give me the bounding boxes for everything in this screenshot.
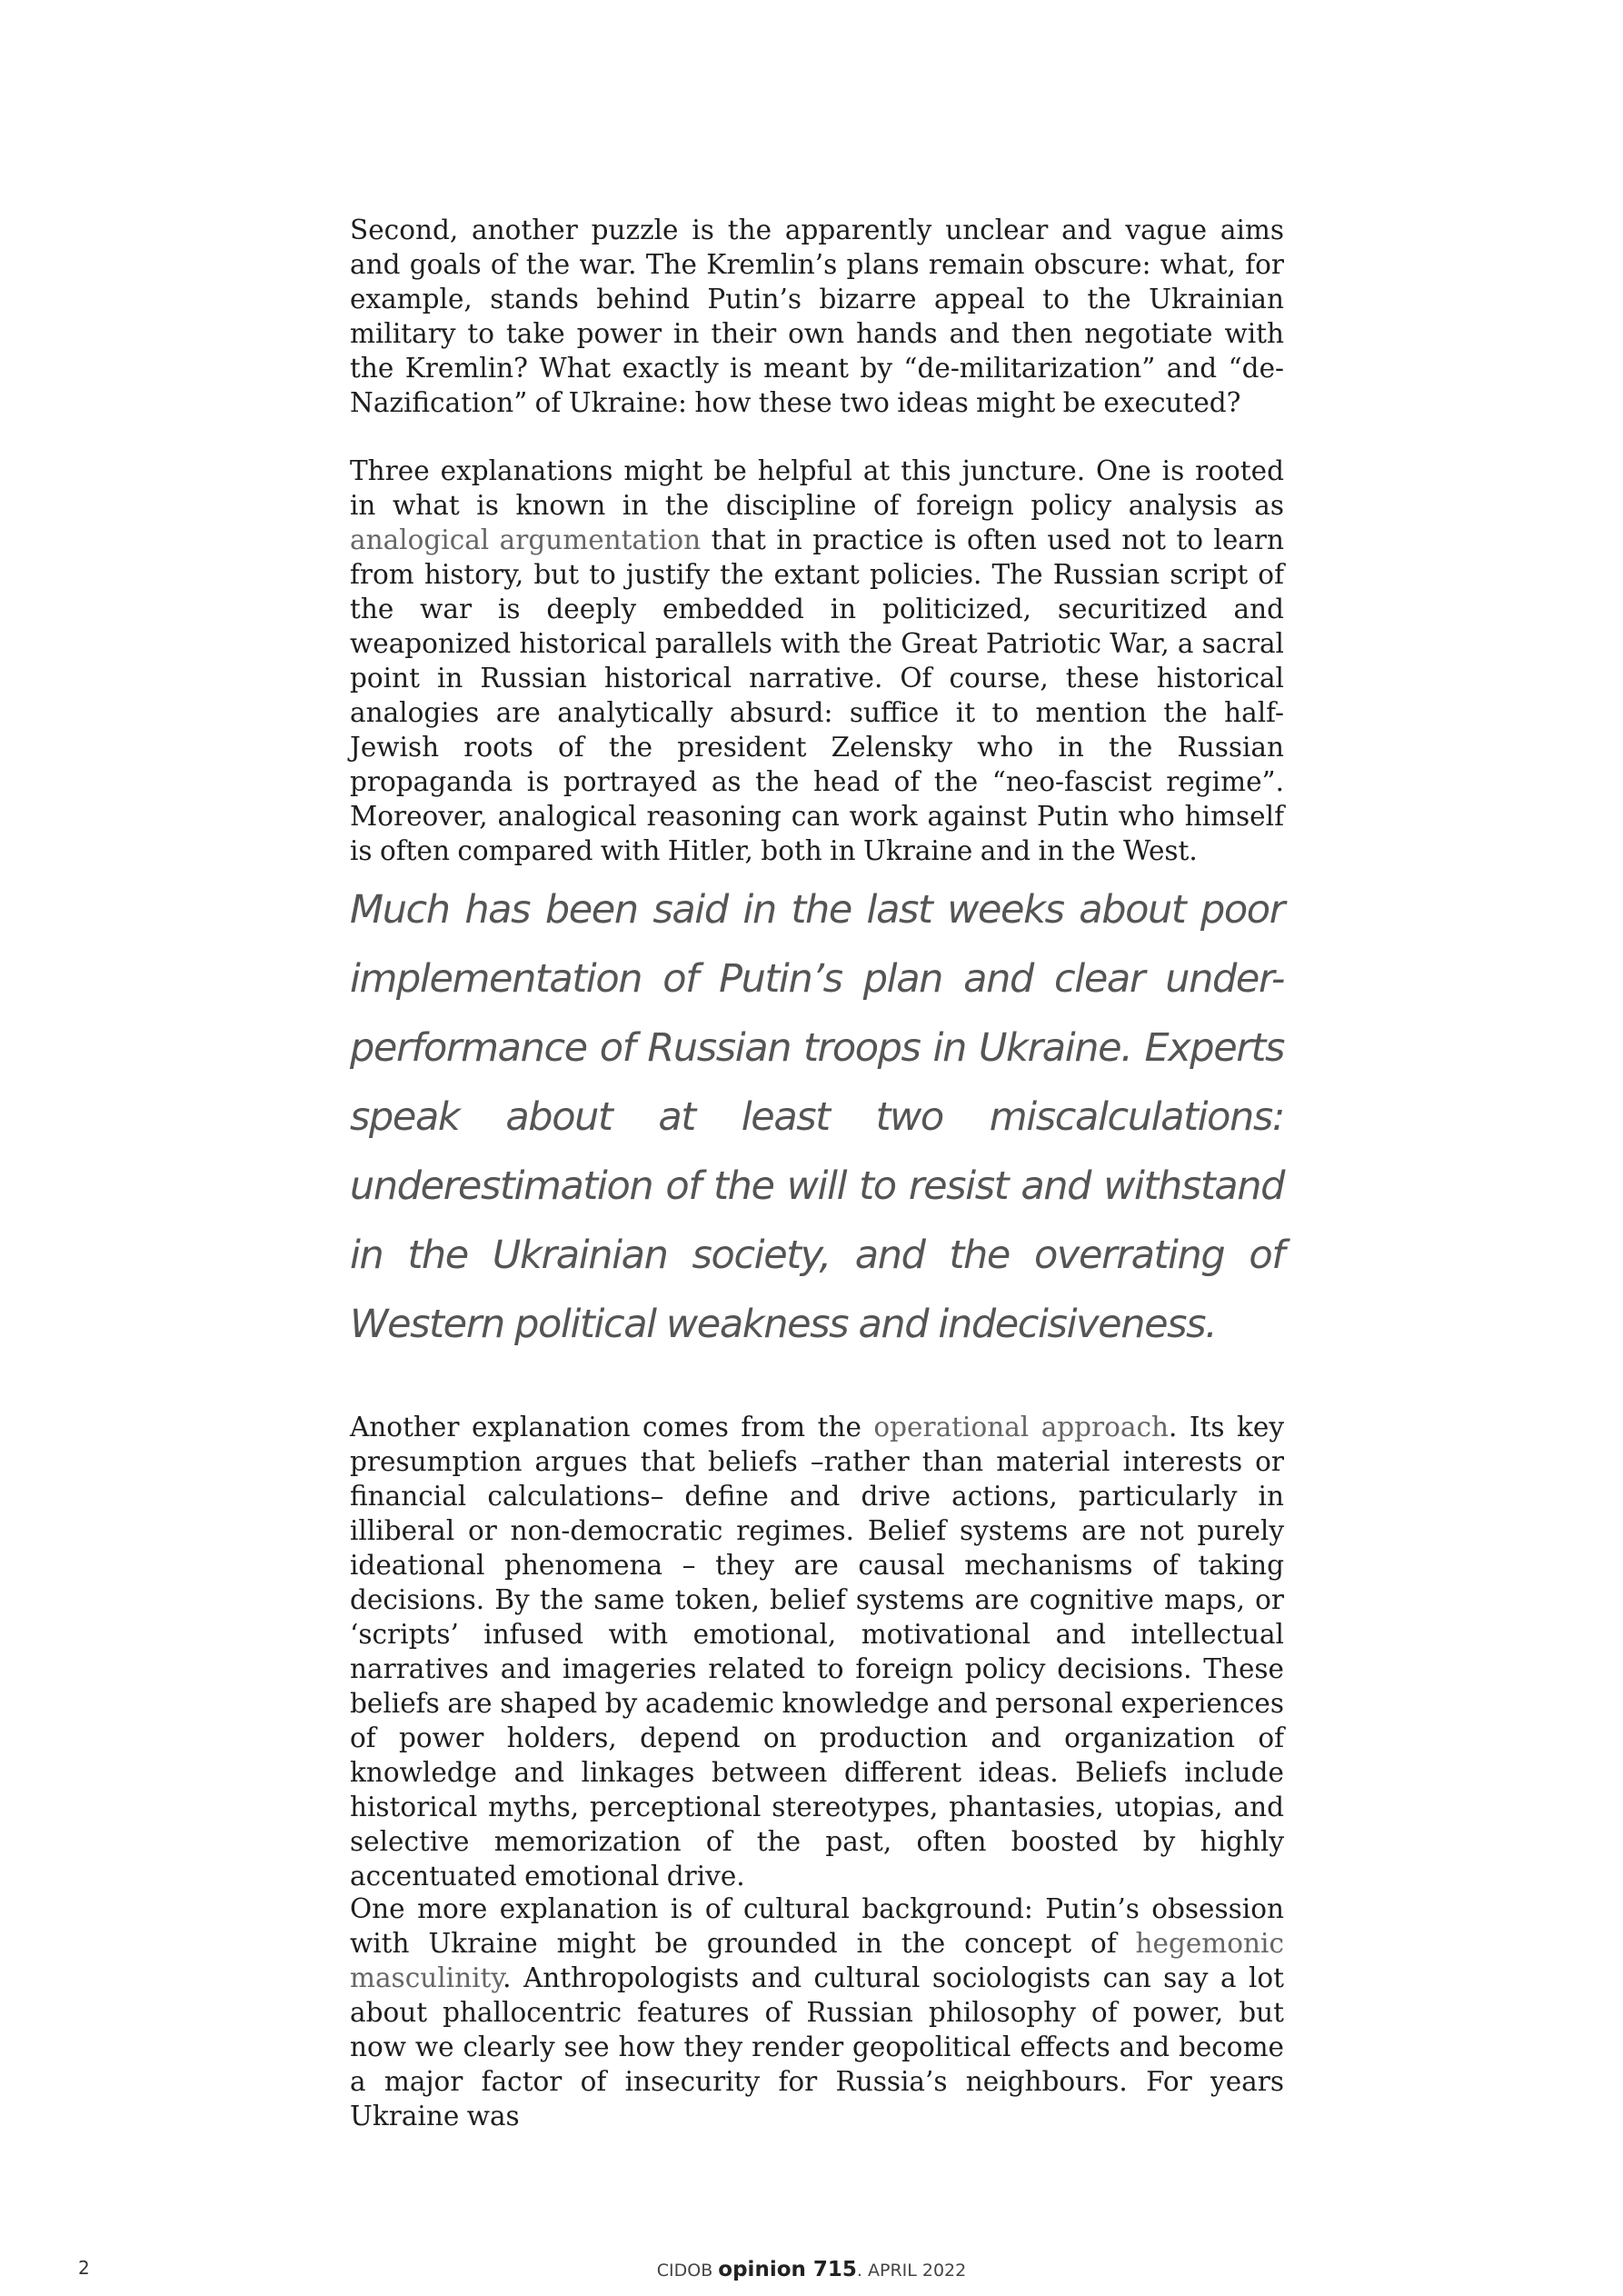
paragraph-text: . Its key presumption argues that beliefs –rather than material interests or financial calculations– define and drive actions, particularly in illiberal or non-democratic regimes. Belief systems are not purely ideational phenomena – they are causal mechanisms of taking decisions. By the same token, belief systems are cognitive maps, or ‘scripts’ infused with emotional, motivational and intellectual narratives and imageries related to foreign policy decisions. These beliefs are shaped by academic knowledge and personal experiences of power holders, depend on production and organization of knowledge and linkages between different ideas. Beliefs include historical myths, perceptional stereotypes, phantasies, utopias, and selective memorization of the past, often boosted by highly accentuated emotional drive. bbox=[350, 1412, 1285, 1892]
body-paragraph bbox=[350, 1410, 1284, 1893]
body-paragraph bbox=[350, 1892, 1284, 2133]
paragraph-text: Second, another puzzle is the apparently unclear and vague aims and goals of the war. The Kremlin’s plans remain obscure: what, for example, stands behind Putin’s bizarre appeal to the Ukrainian military to take power in their own hands and then negotiate with the Kremlin? What exactly is meant by “de-militarization” and “de-Nazification” of Ukraine: how these two ideas might be executed? bbox=[350, 215, 1284, 418]
paragraph-text: One more explanation is of cultural background: Putin’s obsession with Ukraine might be grounded in the concept of bbox=[350, 1893, 1284, 1959]
footer-publisher: CIDOB bbox=[656, 2261, 713, 2281]
body-paragraph bbox=[350, 454, 1284, 868]
paragraph-text: Another explanation comes from the bbox=[350, 1412, 874, 1442]
page-number: 2 bbox=[78, 2257, 90, 2279]
pull-quote: Much has been said in the last weeks about poor implementation of Putin’s plan and clear under-performance of Russian troops in Ukraine. Experts speak about at least two miscalculations: underestimation of the will to resist and withstand in the Ukrainian society, and the overrating of Western political weakness and indecisiveness. bbox=[350, 887, 1284, 1347]
body-paragraph bbox=[350, 213, 1284, 420]
footer-series: opinion 715 bbox=[718, 2258, 857, 2281]
paragraph-text: Three explanations might be helpful at this juncture. One is rooted in what is known in the discipline of foreign policy analysis as bbox=[350, 455, 1284, 521]
page-footer bbox=[0, 2258, 1623, 2281]
hegemonic-masculinity-link[interactable]: hegemonic masculinity bbox=[350, 1928, 1284, 1993]
paragraph-text: that in practice is often used not to learn from history, but to justify the extant policies. The Russian script of the war is deeply embedded in politicized, securitized and weaponized historical parallels with the Great Patriotic War, a sacral point in Russian historical narrative. Of course, these historical analogies are analytically absurd: suffice it to mention the half-Jewish roots of the president Zelensky who in the Russian propaganda is portrayed as the head of the “neo-fascist regime”. Moreover, analogical reasoning can work against Putin who himself is often compared with Hitler, both in Ukraine and in the West. bbox=[350, 524, 1284, 866]
analogical-argumentation-link[interactable]: analogical argumentation bbox=[350, 524, 702, 555]
paragraph-text: . Anthropologists and cultural sociologists can say a lot about phallocentric features of Russian philosophy of power, but now we clearly see how they render geopolitical effects and become a major factor of insecurity for Russia’s neighbours. For years Ukraine was bbox=[350, 1962, 1284, 2131]
operational-approach-link[interactable]: operational approach bbox=[873, 1412, 1170, 1442]
footer-date: . APRIL 2022 bbox=[856, 2261, 967, 2281]
